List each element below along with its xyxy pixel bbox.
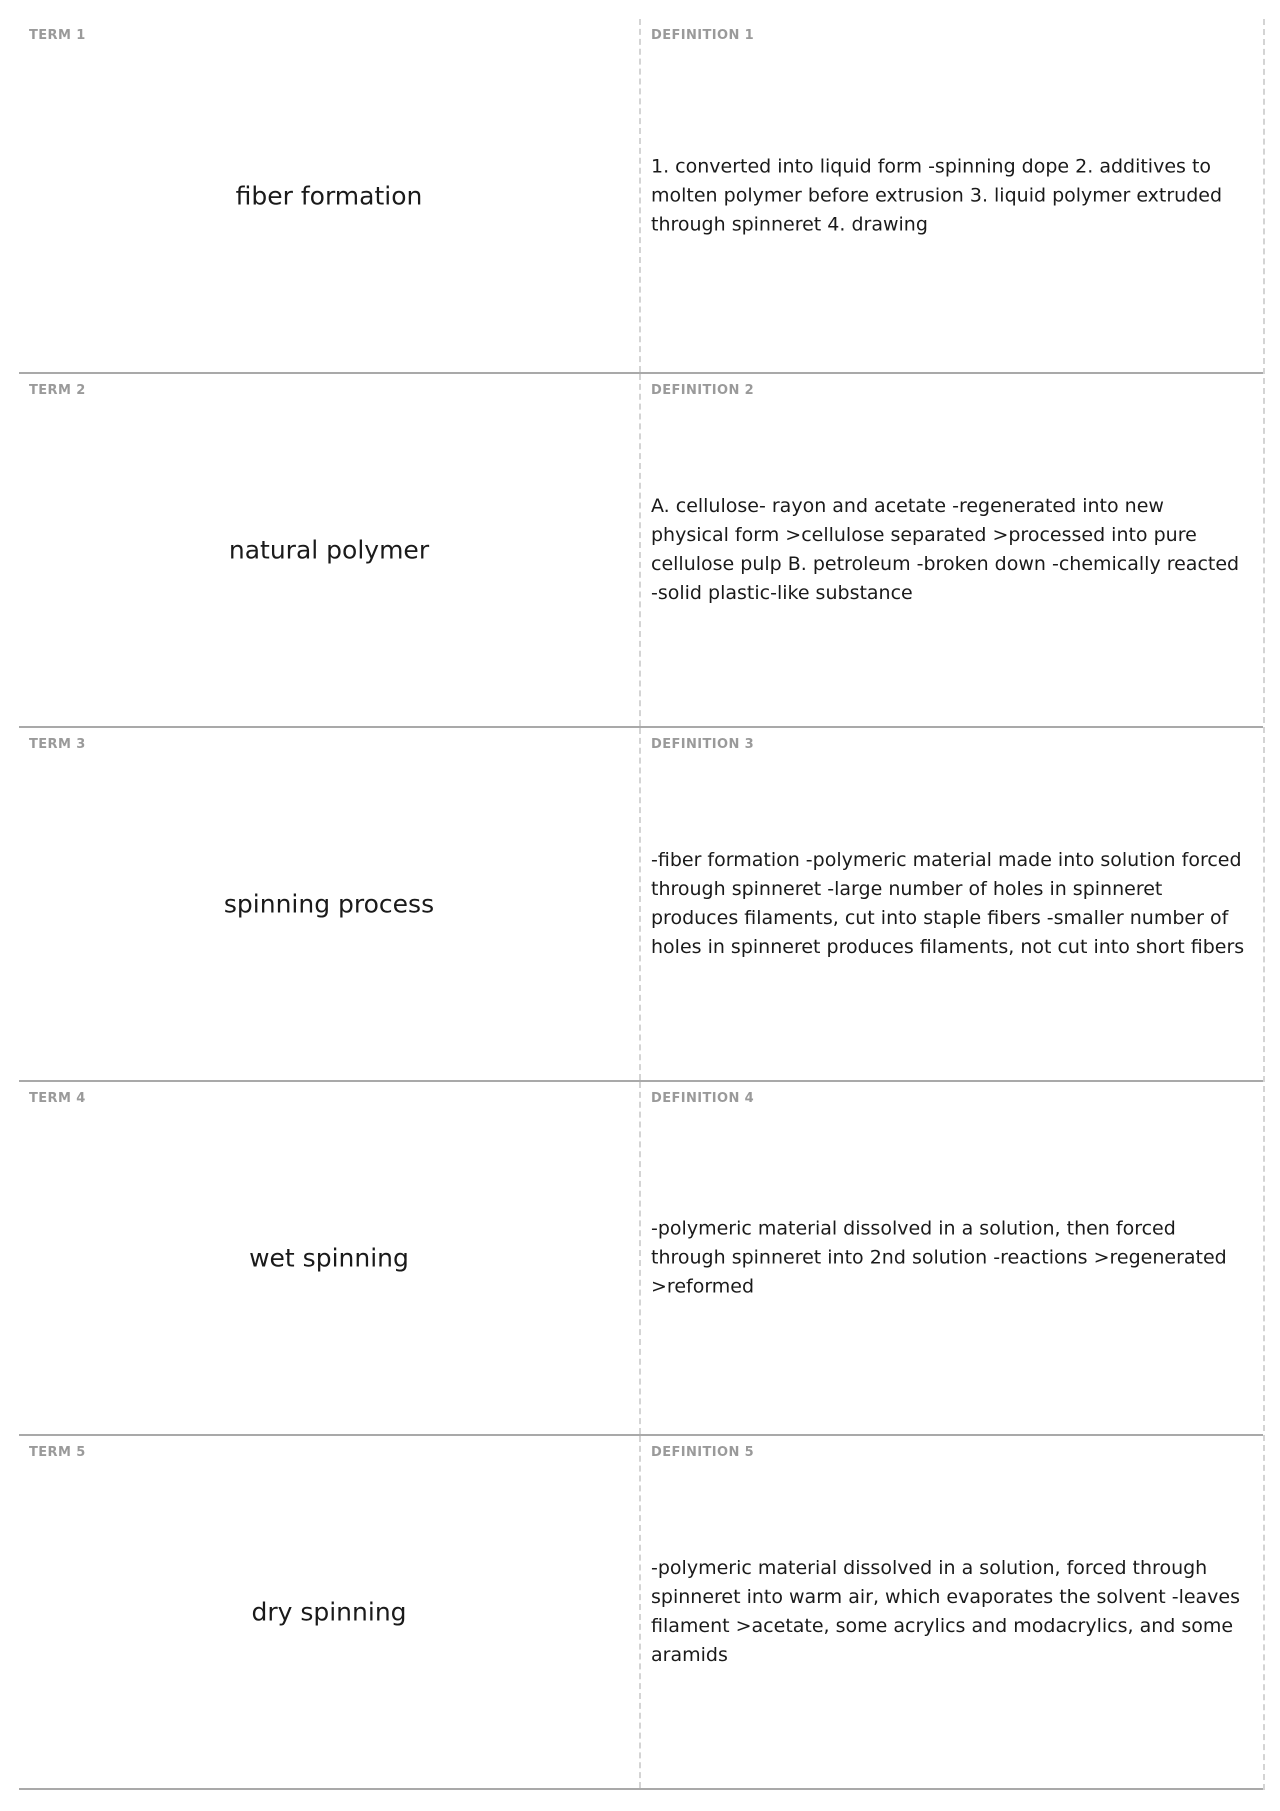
term-text: dry spinning [251,1597,407,1627]
term-text: natural polymer [228,535,430,565]
definition-cell [641,1436,1263,1788]
definition-text: -fiber formation -polymeric material made into solution forced through spinneret -large number of holes in spinneret produces filaments, cut into staple fibers -smaller number of holes in spinneret produces filaments, not cut into short fibers [651,849,1245,958]
term-cell [19,19,641,372]
definition-cell [641,374,1263,726]
definition-cell [641,19,1263,372]
flashcard-row [19,374,1263,728]
definition-label: DEFINITION 2 [651,383,755,398]
definition-label: DEFINITION 1 [651,28,755,43]
definition-text: 1. converted into liquid form -spinning dope 2. additives to molten polymer before extrusion 3. liquid polymer extruded through spinneret 4. drawing [651,155,1223,235]
term-text: spinning process [223,889,435,919]
flashcard-row [19,728,1263,1082]
term-label: TERM 4 [29,1091,86,1106]
term-label: TERM 3 [29,737,86,752]
term-text: fiber formation [235,181,423,210]
definition-label: DEFINITION 3 [651,737,755,752]
flashcard-row [19,1082,1263,1436]
flashcard-sheet [19,19,1265,1790]
term-cell [19,728,641,1080]
term-label: TERM 5 [29,1445,86,1460]
definition-cell [641,1082,1263,1434]
definition-text: A. cellulose- rayon and acetate -regenerated into new physical form >cellulose separated >processed into pure cellulose pulp B. petroleum -broken down -chemically reacted -solid plastic-like substance [651,495,1240,604]
term-text: wet spinning [249,1243,409,1273]
flashcard-row [19,19,1263,374]
flashcard-row [19,1436,1263,1790]
definition-text: -polymeric material dissolved in a solution, then forced through spinneret into 2nd solution -reactions >regenerated >reformed [651,1217,1227,1298]
term-label: TERM 2 [29,383,86,398]
term-cell [19,374,641,726]
definition-label: DEFINITION 4 [651,1091,755,1106]
definition-cell [641,728,1263,1080]
term-cell [19,1436,641,1788]
term-label: TERM 1 [29,28,86,43]
definition-label: DEFINITION 5 [651,1445,755,1460]
definition-text: -polymeric material dissolved in a solution, forced through spinneret into warm air, which evaporates the solvent -leaves filament >acetate, some acrylics and modacrylics, and some aramids [651,1557,1241,1666]
term-cell [19,1082,641,1434]
